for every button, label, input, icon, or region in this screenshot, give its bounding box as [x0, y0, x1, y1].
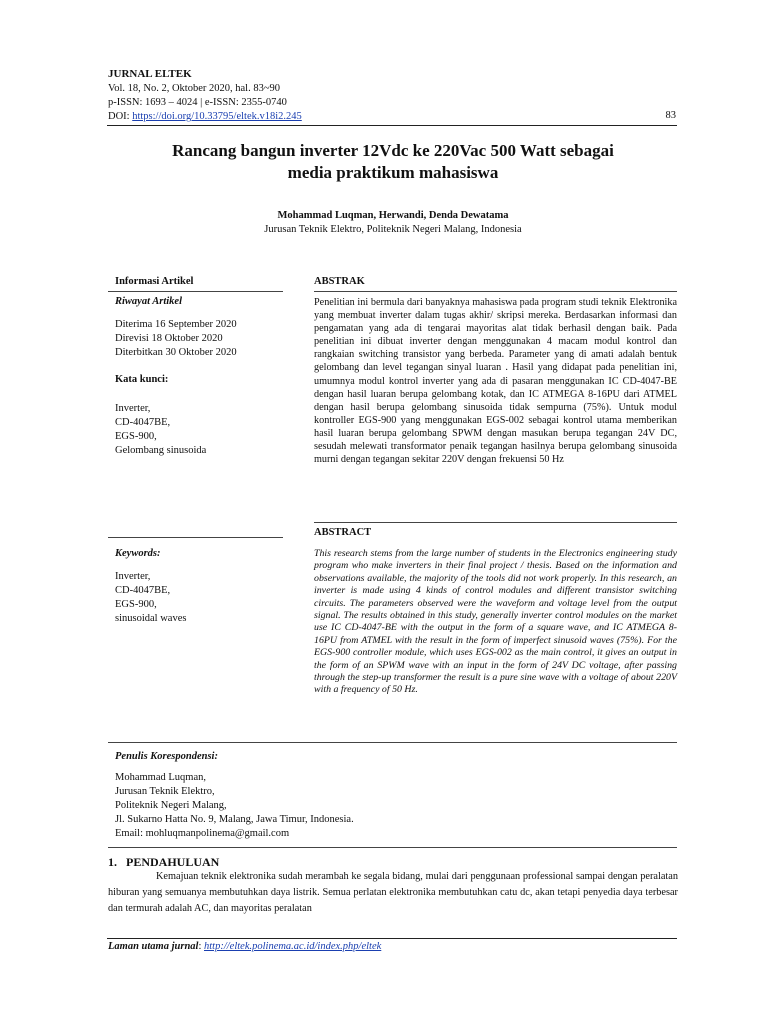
history-list — [115, 318, 237, 360]
abstract-heading: ABSTRACT — [314, 527, 372, 538]
footer — [108, 941, 381, 952]
affiliation: Jurusan Teknik Elektro, Politeknik Negeri Malang, Indonesia — [264, 224, 522, 235]
corresponding-institution: Politeknik Negeri Malang, — [115, 800, 227, 811]
intro-paragraph: Kemajuan teknik elektronika sudah merambah ke segala bidang, mulai dari penggunaan professional sampai dengan peralatan hiburan yang semuanya membutuhkan daya listrik. Semua perlatan elektronika membutuhkan catu dc, akan tetapi penyedia daya terbesar dan termurah adalah AC, dan mayoritas peralatan — [108, 871, 678, 914]
history-published: Diterbitkan 30 Oktober 2020 — [115, 347, 237, 358]
doi-link[interactable]: https://doi.org/10.33795/eltek.v18i2.245 — [132, 111, 302, 122]
corresponding-name: Mohammad Luqman, — [115, 772, 206, 783]
article-info-heading: Informasi Artikel — [115, 276, 194, 287]
footer-label: Laman utama jurnal — [108, 941, 199, 952]
keyword-item: sinusoidal waves — [115, 613, 187, 624]
header-divider — [107, 125, 677, 126]
keywords-divider — [108, 537, 283, 538]
abstract-text: This research stems from the large number of students in the Electronics engineering study program who make inverters in their final project / thesis. Based on the information and observations available, the majority of the tools did not work properly. In this research, an inverter is made using 4 kinds of control modules and different transistor switching circuits. The parameters observed were the waveform and voltage level from the output signal. The results obtained in this study, generally inverter control modules on the market use IC CD-4047-BE with the output in the form of a square wave, and IC ATMEGA 8-16PU from ATMEL with the result in the form of imperfect sinusoid waves (75%). For the EGS-900 controller module, which uses EGS-002 as the main control, it gives an output in the form of an SPWM wave with an input in the form of 24V DC voltage, after passing through the step-up transformer the result is a pure sine wave with a voltage of about 220V with a frequency of 50 Hz. — [314, 548, 677, 696]
footer-sep: : — [198, 941, 204, 952]
journal-issn: p-ISSN: 1693 – 4024 | e-ISSN: 2355-0740 — [108, 97, 287, 108]
paper-title — [108, 140, 678, 184]
corresponding-details — [115, 771, 354, 841]
journal-homepage-link[interactable]: http://eltek.polinema.ac.id/index.php/eltek — [204, 941, 382, 952]
abstrak-text: Penelitian ini bermula dari banyaknya mahasiswa pada program studi teknik Elektronika yang membuat inverter dalam tugas akhir/ skripsi mereka. Berdasarkan informasi dan pengamatan yang ada di tengarai mayoritas alat tidak berhasil dengan baik. Pada penelitian ini dibuat inverter dengan menggunakan 4 macam modul kontrol dan rangkaian switching transistor yang berbeda. Parameter yang di amati adalah bentuk gelombang dan level tegangan sinyal luaran . Hasil yang didapat pada penelitian ini, umumnya modul kontrol inverter yang ada di pasaran menggunakan IC CD-4047-BE dengan hasil luaran berupa gelombang kotak, dan IC ATMEGA 8-16PU dari ATMEL dengan hasil berupa gelombang sinusoida tidak sempurna (75%). Untuk modul kontroller EGS-900 yang menggunakan EGS-002 sebagai kontrol utama memberikan hasil luaran berupa gelombang SPWM dengan masukan berupa tegangan 24V DC, sesudah melewati transformator penaik tegangan hasilnya berupa gelombang sinusoida murni dengan tegangan sekitar 220V dengan frekuensi 50 Hz — [314, 297, 677, 466]
paper-title-line-2: media praktikum mahasiswa — [287, 163, 499, 182]
history-heading: Riwayat Artikel — [115, 296, 182, 307]
corresponding-heading: Penulis Korespondensi: — [115, 751, 218, 762]
kata-kunci-item: Inverter, — [115, 403, 151, 414]
abstrak-divider — [314, 291, 677, 292]
kata-kunci-item: EGS-900, — [115, 431, 157, 442]
doi-line — [108, 110, 302, 123]
authors: Mohammad Luqman, Herwandi, Denda Dewatama — [277, 210, 509, 221]
keywords-heading: Keywords: — [115, 548, 161, 559]
footer-divider — [107, 938, 677, 939]
section-heading-pendahuluan: 1. PENDAHULUAN — [108, 855, 220, 869]
paper-title-line-1: Rancang bangun inverter 12Vdc ke 220Vac 500 Watt sebagai — [172, 141, 614, 160]
kata-kunci-item: CD-4047BE, — [115, 417, 171, 428]
keyword-item: Inverter, — [115, 571, 151, 582]
journal-name: JURNAL ELTEK — [108, 68, 192, 80]
article-info-divider — [108, 291, 283, 292]
corresponding-dept: Jurusan Teknik Elektro, — [115, 786, 215, 797]
abstract-divider — [314, 522, 677, 523]
page-number: 83 — [665, 110, 676, 121]
keywords-list — [115, 570, 186, 626]
corresponding-address: Jl. Sukarno Hatta No. 9, Malang, Jawa Timur, Indonesia. — [115, 814, 354, 825]
journal-volume: Vol. 18, No. 2, Oktober 2020, hal. 83~90 — [108, 83, 281, 94]
abstrak-heading: ABSTRAK — [314, 276, 365, 287]
kata-kunci-list — [115, 402, 206, 458]
doi-label: DOI: — [108, 111, 133, 122]
keyword-item: EGS-900, — [115, 599, 157, 610]
kata-kunci-heading: Kata kunci: — [115, 374, 169, 385]
kata-kunci-item: Gelombang sinusoida — [115, 445, 207, 456]
corresponding-email: Email: mohluqmanpolinema@gmail.com — [115, 828, 290, 839]
keyword-item: CD-4047BE, — [115, 585, 171, 596]
info-bottom-divider — [108, 847, 677, 848]
corresponding-divider — [108, 742, 677, 743]
history-received: Diterima 16 September 2020 — [115, 319, 237, 330]
history-revised: Direvisi 18 Oktober 2020 — [115, 333, 223, 344]
